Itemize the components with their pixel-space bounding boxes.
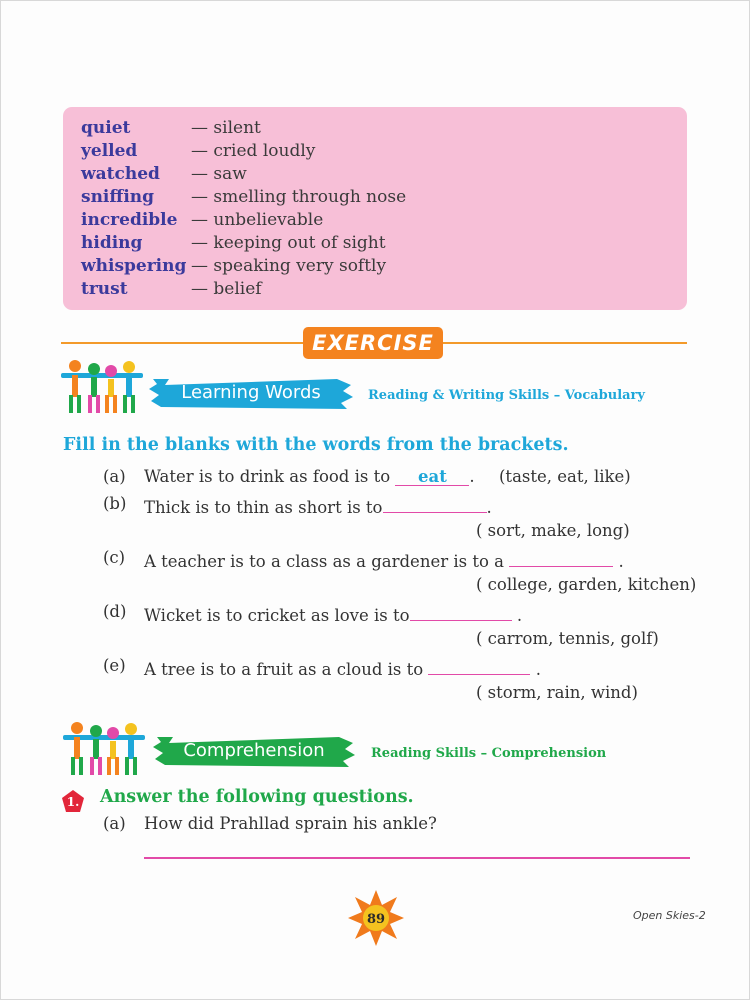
word-options: (taste, eat, like) <box>499 467 631 486</box>
page-number-star <box>347 889 405 947</box>
book-title: Open Skies-2 <box>633 909 706 922</box>
glossary-word: quiet <box>81 118 131 138</box>
glossary-meaning: — smelling through nose <box>191 187 407 207</box>
punctuation: . <box>535 660 541 679</box>
glossary-meaning: — belief <box>191 279 262 299</box>
punctuation: . <box>618 552 624 571</box>
question-text: A tree is to a fruit as a cloud is to <box>144 660 424 679</box>
glossary-word: whispering <box>81 256 187 276</box>
answer-blank[interactable] <box>428 656 530 675</box>
punctuation: . <box>516 606 523 625</box>
page-number: 89 <box>366 912 386 927</box>
question-text: A teacher is to a class as a gardener is to a <box>144 552 504 571</box>
glossary-meaning: — unbelievable <box>191 210 324 230</box>
answer-blank[interactable] <box>383 494 487 513</box>
question-text: How did Prahllad sprain his ankle? <box>144 814 437 833</box>
question-number: 1. <box>66 795 80 809</box>
question-label: (d) <box>103 602 127 621</box>
exercise-title: EXERCISE <box>303 327 443 359</box>
question-label: (b) <box>103 494 127 513</box>
glossary-word: trust <box>81 279 128 299</box>
comprehension-banner <box>151 733 357 769</box>
glossary-meaning: — keeping out of sight <box>191 233 386 253</box>
answer-blank[interactable] <box>410 602 512 621</box>
section-heading: Answer the following questions. <box>100 787 414 807</box>
question-label: (c) <box>103 548 126 567</box>
glossary-meaning: — speaking very softly <box>191 256 387 276</box>
word-options: ( college, garden, kitchen) <box>476 575 697 594</box>
word-options: ( sort, make, long) <box>476 521 630 540</box>
banner-title: Comprehension <box>183 740 325 761</box>
glossary-meaning: — saw <box>191 164 247 184</box>
word-options: ( storm, rain, wind) <box>476 683 638 702</box>
banner-title: Learning Words <box>181 382 321 403</box>
question-label: (e) <box>103 656 126 675</box>
glossary-word: sniffing <box>81 187 155 207</box>
children-icon <box>61 359 143 415</box>
answer-line[interactable] <box>144 857 690 859</box>
punctuation: . <box>469 467 475 486</box>
word-options: ( carrom, tennis, golf) <box>476 629 659 648</box>
glossary-box <box>63 107 687 310</box>
section-heading: Fill in the blanks with the words from the brackets. <box>63 435 569 455</box>
glossary-word: watched <box>81 164 160 184</box>
question-label: (a) <box>103 814 126 833</box>
skill-label: Reading Skills – Comprehension <box>371 746 607 761</box>
learning-words-banner <box>147 375 355 411</box>
filled-answer: eat <box>418 467 447 486</box>
question-label: (a) <box>103 467 126 486</box>
answer-blank[interactable] <box>509 548 613 567</box>
answer-blank[interactable] <box>395 467 469 486</box>
glossary-word: incredible <box>81 210 178 230</box>
question-text: Wicket is to cricket as love is to <box>144 606 410 625</box>
children-icon <box>63 721 145 777</box>
glossary-meaning: — silent <box>191 118 261 138</box>
punctuation: . <box>486 498 492 517</box>
question-text: Water is to drink as food is to <box>144 467 391 486</box>
question-number-badge <box>61 789 85 813</box>
glossary-word: hiding <box>81 233 143 253</box>
question-text: Thick is to thin as short is to <box>144 498 383 517</box>
glossary-word: yelled <box>81 141 138 161</box>
skill-label: Reading & Writing Skills – Vocabulary <box>368 388 645 403</box>
glossary-meaning: — cried loudly <box>191 141 316 161</box>
